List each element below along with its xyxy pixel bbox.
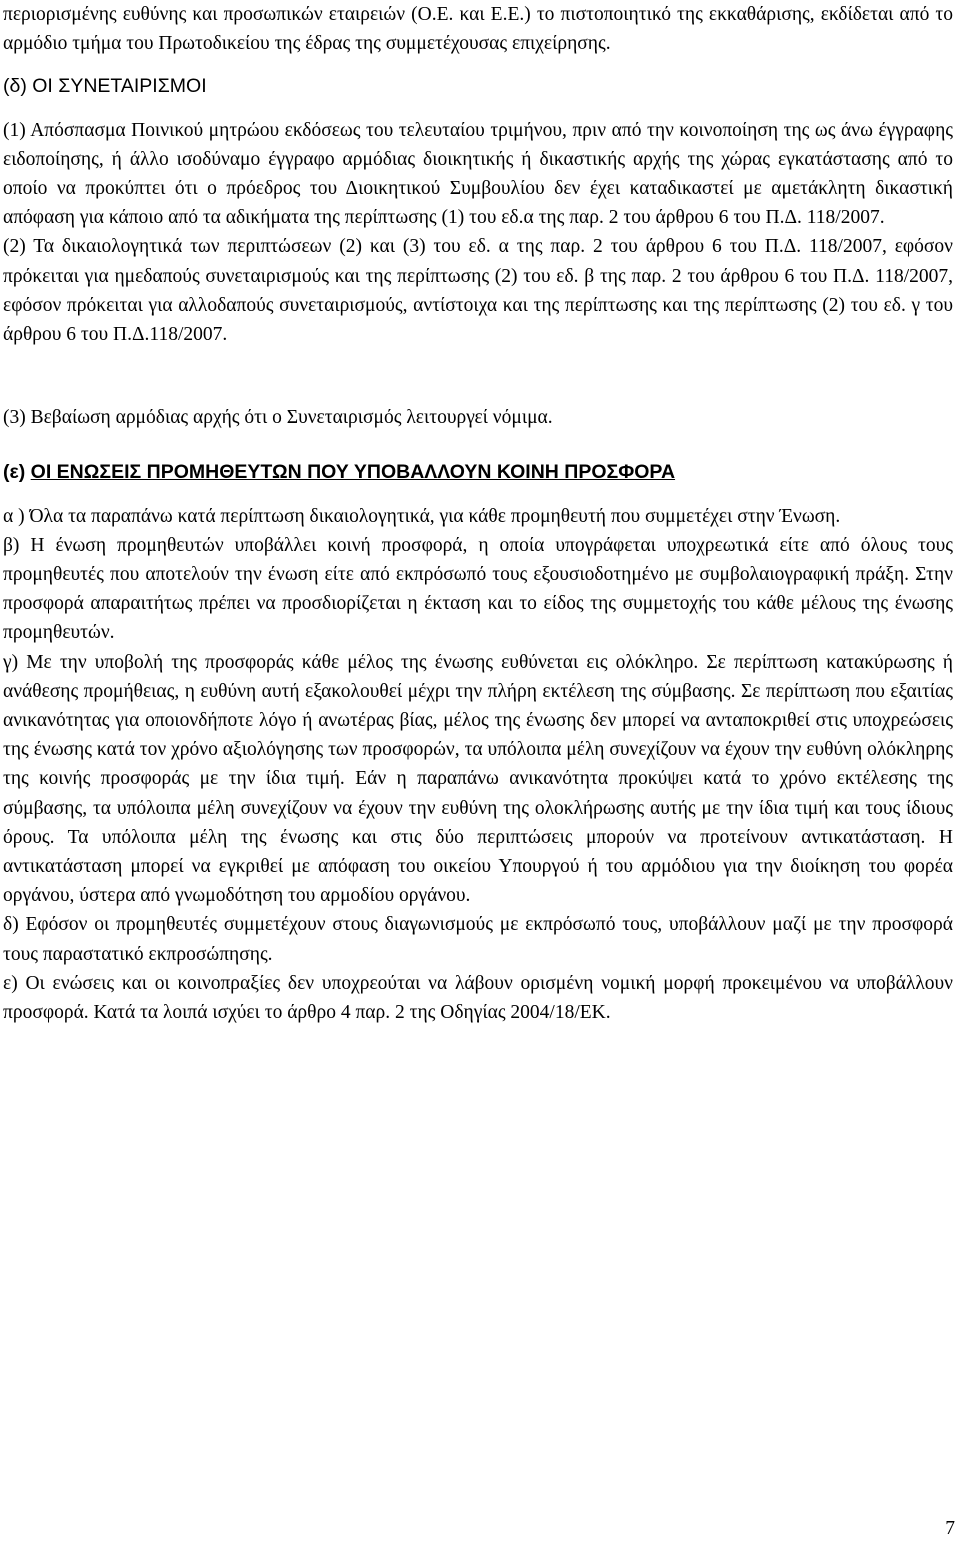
document-page [3, 0, 953, 1027]
section-e-point-b: β) Η ένωση προμηθευτών υποβάλλει κοινή προσφορά, η οποία υπογράφεται υποχρεωτικά είτε από όλους τους προμηθευτές που αποτελούν την ένωση είτε από εκπρόσωπό τους εξουσιοδοτημένο με συμβολαιογραφική πράξη. Στην προσφορά απαραιτήτως πρέπει να προσδιορίζεται η έκταση και το είδος της συμμετοχής του κάθε μέλους της ένωσης προμηθευτών. [3, 534, 953, 644]
section-e-heading-title: ΟΙ ΕΝΩΣΕΙΣ ΠΡΟΜΗΘΕΥΤΩΝ ΠΟΥ ΥΠΟΒΑΛΛΟΥΝ ΚΟΙΝΗ ΠΡΟΣΦΟΡΑ [30, 461, 676, 484]
intro-paragraph: περιορισμένης ευθύνης και προσωπικών εταιρειών (Ο.Ε. και Ε.Ε.) το πιστοποιητικό της εκκαθάρισης, εκδίδεται από το αρμόδιο τμήμα του Πρωτοδικείου της έδρας της συμμετέχουσας επιχείρησης. [3, 4, 953, 55]
section-e-heading [3, 458, 953, 487]
section-e-point-e: ε) Οι ενώσεις και οι κοινοπραξίες δεν υποχρεούται να λάβουν ορισμένη νομική μορφή προκειμένου να υποβάλλουν προσφορά. Κατά τα λοιπά ισχύει το άρθρο 4 παρ. 2 της Οδηγίας 2004/18/ΕΚ. [3, 972, 953, 1024]
section-e-heading-prefix: (ε) [3, 461, 31, 484]
section-e-point-d: δ) Εφόσον οι προμηθευτές συμμετέχουν στους διαγωνισμούς με εκπρόσωπό τους, υποβάλλουν μαζί με την προσφορά τους παραστατικό εκπροσώπησης. [3, 914, 953, 965]
section-e-point-c: γ) Με την υποβολή της προσφοράς κάθε μέλος της ένωσης ευθύνεται εις ολόκληρο. Σε περίπτωση κατακύρωσης ή ανάθεσης προμήθειας, η ευθύνη αυτή εξακολουθεί μέχρι την πλήρη εκτέλεση της σύμβασης. Σε περίπτωση που εξαιτίας ανικανότητας για οποιονδήποτε λόγο ή ανωτέρας βίας, μέλος της ένωσης δεν μπορεί να ανταποκριθεί στις υποχρεώσεις της ένωσης κατά τον χρόνο αξιολόγησης των προσφορών, τα υπόλοιπα μέλη συνεχίζουν να έχουν την ευθύνη ολόκληρης της κοινής προσφοράς με την ίδια τιμή. Εάν η παραπάνω ανικανότητα προκύψει κατά το χρόνο εκτέλεσης της σύμβασης, τα υπόλοιπα μέλη συνεχίζουν να έχουν την ευθύνη της ολοκλήρωσης αυτής με την ίδια τιμή και τους ίδιους όρους. Τα υπόλοιπα μέλη της ένωσης και στις δύο περιπτώσεις μπορούν να προτείνουν αντικατάσταση. Η αντικατάσταση μπορεί να εγκριθεί με απόφαση του οικείου Υπουργού ή του αρμόδιου για την διοίκηση του φορέα οργάνου, ύστερα από γνωμοδότηση του αρμοδίου οργάνου. [3, 651, 953, 907]
section-d-item-3: (3) Βεβαίωση αρμόδιας αρχής ότι ο Συνεταιρισμός λειτουργεί νόμιμα. [3, 407, 553, 429]
page-number: 7 [945, 1518, 955, 1539]
section-e-point-a: α ) Όλα τα παραπάνω κατά περίπτωση δικαιολογητικά, για κάθε προμηθευτή που συμμετέχει στην Ένωση. [3, 505, 841, 527]
section-d-item-1: (1) Απόσπασμα Ποινικού μητρώου εκδόσεως του τελευταίου τριμήνου, πριν από την κοινοποίηση της ως άνω έγγραφης ειδοποίησης, ή άλλο ισοδύναμο έγγραφο αρμόδιας διοικητικής ή δικαστικής αρχής της χώρας εγκατάστασης από το οποίο να προκύπτει ότι ο πρόεδρος του Διοικητικού Συμβουλίου δεν έχει καταδικαστεί με αμετάκλητη δικαστική απόφαση για κάποιο από τα αδικήματα της περίπτωσης (1) του εδ.α της παρ. 2 του άρθρου 6 του Π.Δ. 118/2007. [3, 119, 953, 229]
section-d-heading: (δ) ΟΙ ΣΥΝΕΤΑΙΡΙΣΜΟΙ [3, 75, 207, 98]
section-d-item-2: (2) Τα δικαιολογητικά των περιπτώσεων (2) και (3) του εδ. α της παρ. 2 του άρθρου 6 του Π.Δ. 118/2007, εφόσον πρόκειται για ημεδαπούς συνεταιρισμούς και της περίπτωσης (2) του εδ. β της παρ. 2 του άρθρου 6 του Π.Δ. 118/2007, εφόσον πρόκειται για αλλοδαπούς συνεταιρισμούς, αντίστοιχα και της περίπτωσης και της περίπτωσης (2) του εδ. γ του άρθρου 6 του Π.Δ.118/2007. [3, 236, 953, 346]
